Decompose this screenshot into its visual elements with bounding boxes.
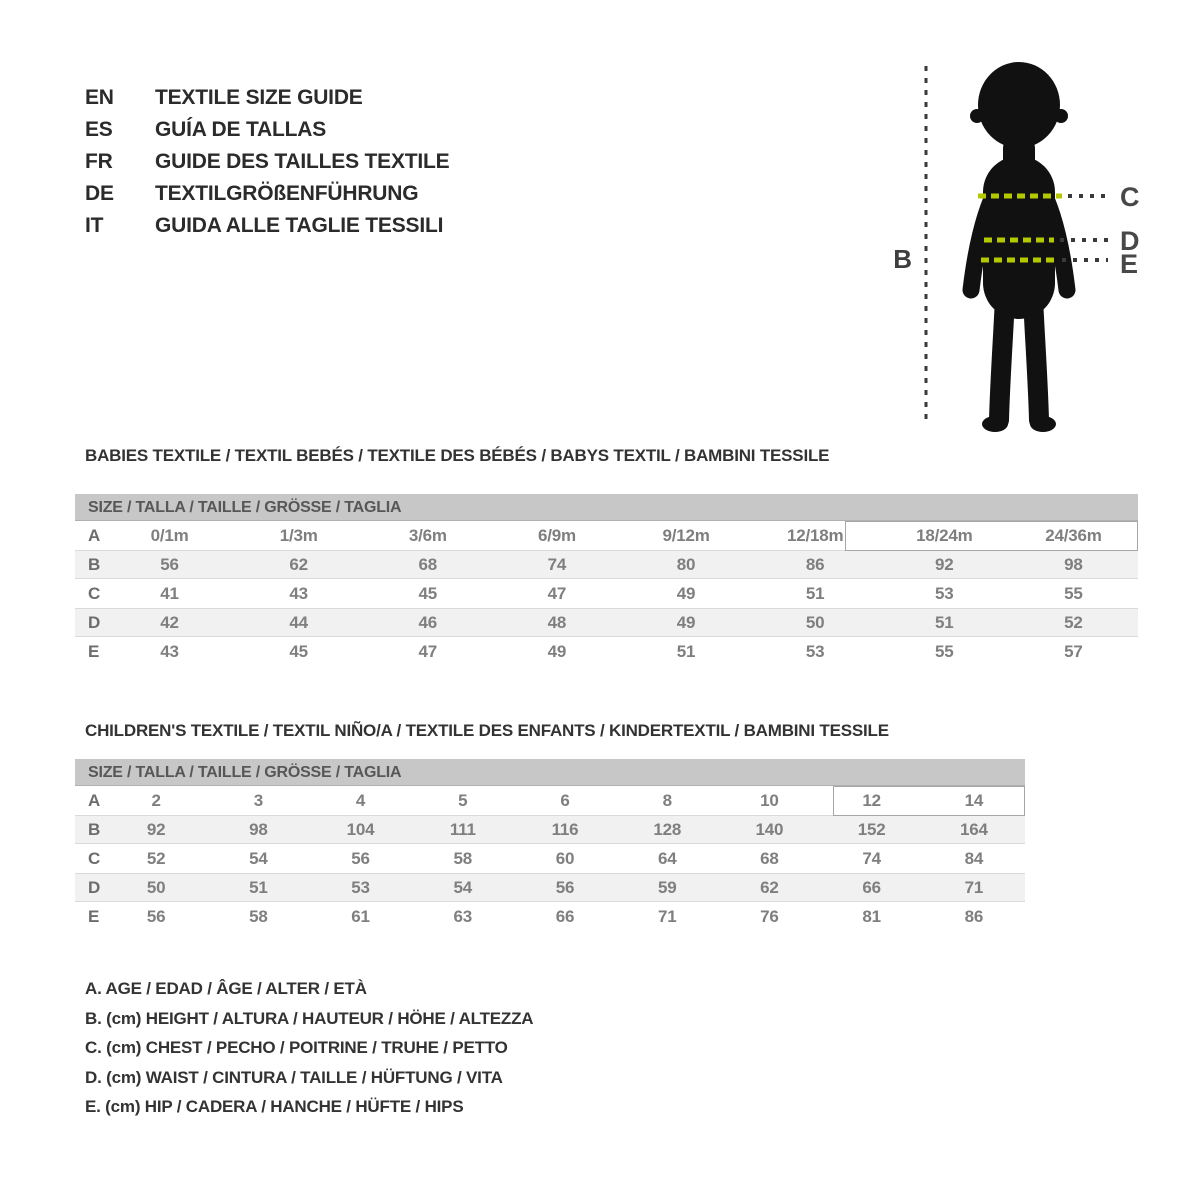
size-value-cell: 5 bbox=[458, 791, 468, 810]
row-label: C bbox=[88, 584, 101, 603]
legend-waist: D. (cm) WAIST / CINTURA / TAILLE / HÜFTUNG / VITA bbox=[85, 1067, 503, 1087]
size-value-cell: 111 bbox=[449, 820, 476, 839]
table-row-E bbox=[75, 637, 1138, 666]
table-row-C bbox=[75, 579, 1138, 608]
size-value-cell: 44 bbox=[289, 613, 308, 632]
size-value-cell: 8 bbox=[662, 791, 672, 810]
size-value-cell: 66 bbox=[862, 878, 881, 897]
size-value-cell: 18/24m bbox=[916, 526, 973, 545]
size-value-cell: 42 bbox=[160, 613, 179, 632]
size-value-cell: 51 bbox=[805, 584, 825, 603]
size-value-cell: 98 bbox=[249, 820, 268, 839]
size-value-cell: 56 bbox=[160, 555, 179, 574]
size-value-cell: 84 bbox=[964, 849, 984, 868]
size-value-cell: 12/18m bbox=[786, 526, 844, 545]
size-value-cell: 43 bbox=[160, 642, 179, 661]
size-value-cell: 50 bbox=[146, 878, 166, 897]
size-value-cell: 104 bbox=[346, 820, 375, 839]
waist-label: D bbox=[1120, 226, 1140, 256]
size-value-cell: 68 bbox=[418, 555, 438, 574]
size-value-cell: 46 bbox=[418, 613, 438, 632]
size-value-cell: 86 bbox=[964, 907, 984, 926]
table-row-B bbox=[75, 815, 1025, 844]
babies-table-rows bbox=[75, 521, 1138, 666]
table-row-D bbox=[75, 873, 1025, 902]
size-value-cell: 9/12m bbox=[662, 526, 710, 545]
size-value-cell: 61 bbox=[351, 907, 370, 926]
size-value-cell: 68 bbox=[760, 849, 779, 868]
size-value-cell: 54 bbox=[453, 878, 473, 897]
row-label: E bbox=[88, 907, 100, 926]
size-value-cell: 6 bbox=[560, 791, 570, 810]
row-label: B bbox=[88, 555, 101, 574]
size-value-cell: 62 bbox=[289, 555, 308, 574]
size-value-cell: 14 bbox=[964, 791, 984, 810]
size-value-cell: 74 bbox=[547, 555, 567, 574]
babies-section-heading: BABIES TEXTILE / TEXTIL BEBÉS / TEXTILE DES BÉBÉS / BABYS TEXTIL / BAMBINI TESSILE bbox=[85, 446, 830, 465]
guide-title-en: TEXTILE SIZE GUIDE bbox=[155, 86, 363, 109]
size-value-cell: 6/9m bbox=[537, 526, 576, 545]
size-value-cell: 52 bbox=[146, 849, 166, 868]
language-title-list bbox=[85, 82, 449, 242]
size-value-cell: 56 bbox=[555, 878, 575, 897]
row-label: C bbox=[88, 849, 101, 868]
size-value-cell: 98 bbox=[1064, 555, 1083, 574]
row-label: E bbox=[88, 642, 100, 661]
size-value-cell: 58 bbox=[249, 907, 268, 926]
size-value-cell: 62 bbox=[760, 878, 779, 897]
size-value-cell: 71 bbox=[657, 907, 677, 926]
size-value-cell: 43 bbox=[289, 584, 308, 603]
size-value-cell: 53 bbox=[805, 642, 825, 661]
size-value-cell: 116 bbox=[551, 820, 579, 839]
size-value-cell: 45 bbox=[418, 584, 438, 603]
size-value-cell: 152 bbox=[857, 820, 886, 839]
size-value-cell: 86 bbox=[805, 555, 825, 574]
legend-age: A. AGE / EDAD / ÂGE / ALTER / ETÀ bbox=[85, 979, 367, 998]
lang-code: EN bbox=[85, 86, 114, 109]
lang-row-es bbox=[85, 114, 449, 146]
guide-title-fr: GUIDE DES TAILLES TEXTILE bbox=[155, 150, 450, 173]
children-section-heading: CHILDREN'S TEXTILE / TEXTIL NIÑO/A / TEXTILE DES ENFANTS / KINDERTEXTIL / BAMBINI TESSILE bbox=[85, 721, 889, 740]
size-value-cell: 164 bbox=[959, 820, 988, 839]
table-row-C bbox=[75, 844, 1025, 873]
size-value-cell: 51 bbox=[935, 613, 954, 632]
table-row-E bbox=[75, 902, 1025, 931]
size-value-cell: 81 bbox=[862, 907, 881, 926]
size-value-cell: 66 bbox=[555, 907, 575, 926]
size-value-cell: 63 bbox=[453, 907, 473, 926]
height-label: B bbox=[893, 244, 912, 274]
size-value-cell: 10 bbox=[760, 791, 779, 810]
size-value-cell: 74 bbox=[862, 849, 881, 868]
size-value-cell: 92 bbox=[146, 820, 166, 839]
size-value-cell: 49 bbox=[547, 642, 567, 661]
size-value-cell: 53 bbox=[935, 584, 954, 603]
size-value-cell: 51 bbox=[676, 642, 696, 661]
size-value-cell: 12 bbox=[862, 791, 881, 810]
children-size-table bbox=[75, 759, 1025, 931]
size-value-cell: 55 bbox=[935, 642, 954, 661]
lang-row-fr bbox=[85, 146, 449, 178]
row-label: B bbox=[88, 820, 101, 839]
size-value-cell: 64 bbox=[657, 849, 677, 868]
table-row-B bbox=[75, 550, 1138, 579]
size-value-cell: 49 bbox=[676, 613, 696, 632]
table-row-A bbox=[75, 521, 1138, 550]
babies-size-table bbox=[75, 494, 1138, 666]
size-value-cell: 51 bbox=[249, 878, 268, 897]
child-silhouette bbox=[970, 62, 1068, 432]
guide-title-es: GUÍA DE TALLAS bbox=[155, 118, 327, 141]
size-value-cell: 41 bbox=[160, 584, 179, 603]
lang-code: FR bbox=[85, 150, 113, 173]
size-value-cell: 92 bbox=[935, 555, 954, 574]
size-header-bar: SIZE / TALLA / TAILLE / GRÖSSE / TAGLIA bbox=[75, 759, 1025, 786]
lang-row-en bbox=[85, 82, 449, 114]
hip-label: E bbox=[1120, 249, 1139, 279]
row-label: D bbox=[88, 613, 101, 632]
size-value-cell: 47 bbox=[418, 642, 438, 661]
child-silhouette-figure bbox=[860, 50, 1200, 450]
size-value-cell: 140 bbox=[755, 820, 784, 839]
size-value-cell: 56 bbox=[351, 849, 370, 868]
size-value-cell: 76 bbox=[760, 907, 779, 926]
size-value-cell: 48 bbox=[547, 613, 567, 632]
lang-code: IT bbox=[85, 214, 104, 237]
guide-title-de: TEXTILGRÖßENFÜHRUNG bbox=[155, 182, 419, 205]
lang-code: ES bbox=[85, 118, 113, 141]
size-value-cell: 53 bbox=[351, 878, 370, 897]
measurement-legend bbox=[85, 974, 533, 1122]
size-value-cell: 58 bbox=[453, 849, 473, 868]
size-value-cell: 52 bbox=[1064, 613, 1083, 632]
lang-row-it bbox=[85, 210, 449, 242]
row-label: A bbox=[88, 526, 101, 545]
size-value-cell: 1/3m bbox=[279, 526, 318, 545]
lang-code: DE bbox=[85, 182, 114, 205]
size-value-cell: 24/36m bbox=[1045, 526, 1102, 545]
table-row-A bbox=[75, 786, 1025, 815]
size-value-cell: 54 bbox=[249, 849, 268, 868]
size-value-cell: 57 bbox=[1064, 642, 1083, 661]
size-value-cell: 3 bbox=[253, 791, 263, 810]
legend-chest: C. (cm) CHEST / PECHO / POITRINE / TRUHE / PETTO bbox=[85, 1038, 508, 1057]
size-value-cell: 45 bbox=[289, 642, 308, 661]
size-value-cell: 50 bbox=[805, 613, 825, 632]
size-value-cell: 4 bbox=[355, 791, 366, 810]
size-value-cell: 49 bbox=[676, 584, 696, 603]
children-table-rows bbox=[75, 786, 1025, 931]
size-value-cell: 60 bbox=[555, 849, 575, 868]
chest-label: C bbox=[1120, 182, 1140, 212]
size-value-cell: 56 bbox=[146, 907, 166, 926]
size-value-cell: 128 bbox=[653, 820, 682, 839]
size-value-cell: 47 bbox=[547, 584, 567, 603]
row-label: D bbox=[88, 878, 101, 897]
size-value-cell: 59 bbox=[657, 878, 677, 897]
lang-row-de bbox=[85, 178, 449, 210]
size-header-bar: SIZE / TALLA / TAILLE / GRÖSSE / TAGLIA bbox=[75, 494, 1138, 521]
size-value-cell: 80 bbox=[676, 555, 696, 574]
size-value-cell: 55 bbox=[1064, 584, 1083, 603]
guide-title-it: GUIDA ALLE TAGLIE TESSILI bbox=[155, 214, 444, 237]
size-value-cell: 0/1m bbox=[150, 526, 189, 545]
row-label: A bbox=[88, 791, 101, 810]
legend-height: B. (cm) HEIGHT / ALTURA / HAUTEUR / HÖHE / ALTEZZA bbox=[85, 1008, 534, 1028]
size-value-cell: 2 bbox=[151, 791, 161, 810]
legend-hip: E. (cm) HIP / CADERA / HANCHE / HÜFTE / HIPS bbox=[85, 1097, 464, 1116]
table-row-D bbox=[75, 608, 1138, 637]
size-value-cell: 3/6m bbox=[408, 526, 447, 545]
size-value-cell: 71 bbox=[964, 878, 984, 897]
